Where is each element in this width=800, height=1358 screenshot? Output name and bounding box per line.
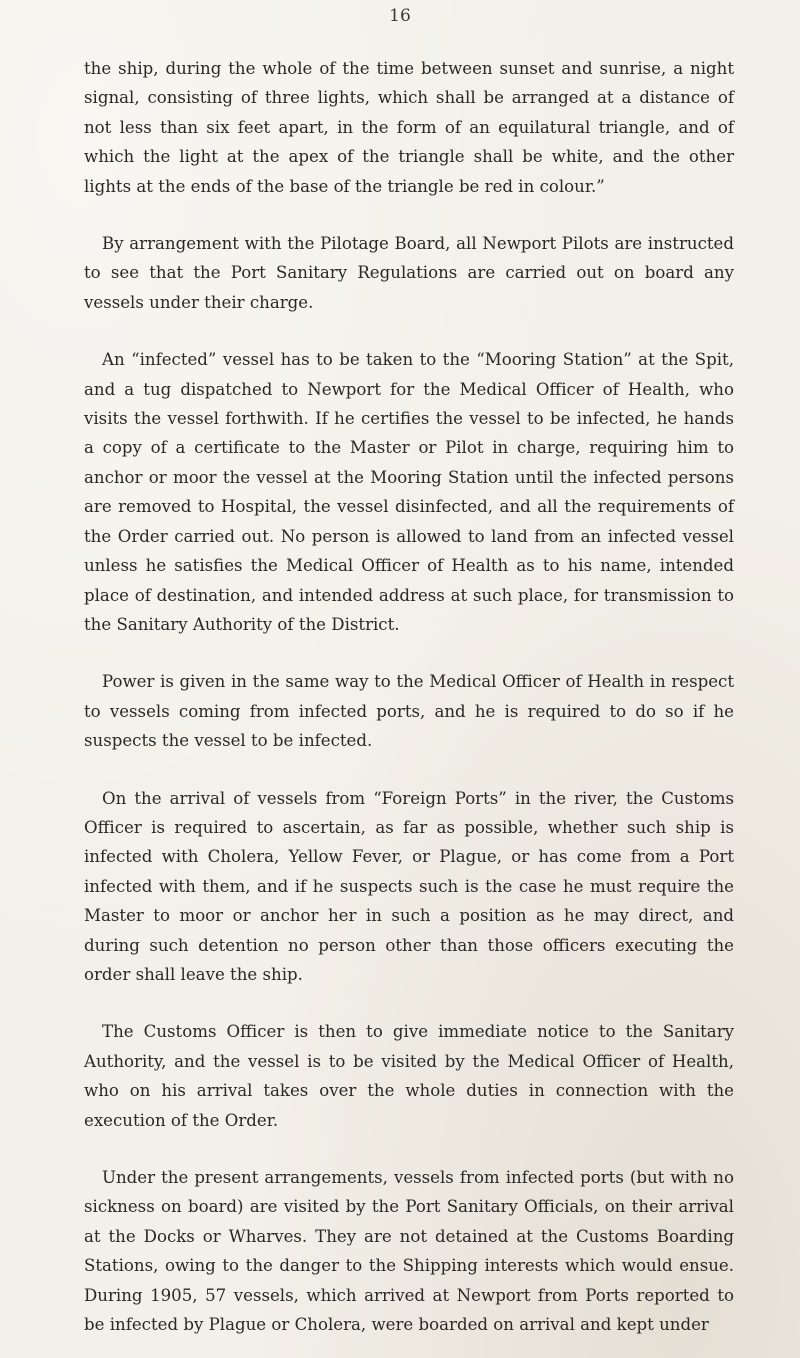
paragraph-night-signal: the ship, during the whole of the time between sunset and sunrise, a night signal, consisting of three lights, which shall be arranged at a distance of not less than six feet apart, in the form of an equilatural triangle, and of which the light at the apex of the triangle shall be white, and the other lights at the ends of the base of the triangle be red in colour.” bbox=[84, 59, 734, 196]
paragraph-customs-officer: The Customs Officer is then to give immediate notice to the Sanitary Authority, and the vessel is to be visited by the Medical Officer of Health, who on his arrival takes over the whole duties in connection with the execution of the Order. bbox=[84, 1022, 734, 1130]
paragraph-present-arrangements: Under the present arrangements, vessels from infected ports (but with no sickness on board) are visited by the Port Sanitary Officials, on their arrival at the Docks or Wharves. They are not detained at the Customs Boarding Stations, owing to the danger to the Shipping interests which would ensue. During 1905, 57 vessels, which arrived at Newport from Ports reported to be infected by Plague or Cholera, were boarded on arrival and kept under bbox=[84, 1168, 734, 1335]
paragraph-infected-vessel: An “infected” vessel has to be taken to the “Mooring Station” at the Spit, and a tug dispatched to Newport for the Medical Officer of Health, who visits the vessel forthwith. If he certifies the vessel to be infected, he hands a copy of a certificate to the Master or Pilot in charge, requiring him to anchor or moor the vessel at the Mooring Station until the infected persons are removed to Hospital, the vessel disinfected, and all the requirements of the Order carried out. No person is allowed to land from an infected vessel unless he satisfies the Medical Officer of Health as to his name, intended place of destination, and intended address at such place, for transmission to the Sanitary Authority of the District. bbox=[84, 350, 734, 634]
paragraph-infected-ports: Power is given in the same way to the Medical Officer of Health in respect to vessels coming from infected ports, and he is required to do so if he suspects the vessel to be infected. bbox=[84, 672, 734, 751]
paragraph-pilotage-board: By arrangement with the Pilotage Board, all Newport Pilots are instructed to see that the Port Sanitary Regulations are carried out on board any vessels under their charge. bbox=[84, 234, 734, 312]
body-text bbox=[84, 54, 734, 1339]
page-number: 16 bbox=[389, 6, 411, 26]
paragraph-foreign-ports: On the arrival of vessels from “Foreign Ports” in the river, the Customs Officer is required to ascertain, as far as possible, whether such ship is infected with Cholera, Yellow Fever, or Plague, or has come from a Port infected with them, and if he suspects such is the case he must require the Master to moor or anchor her in such a position as he may direct, and during such detention no person other than those officers executing the order shall leave the ship. bbox=[84, 788, 734, 984]
